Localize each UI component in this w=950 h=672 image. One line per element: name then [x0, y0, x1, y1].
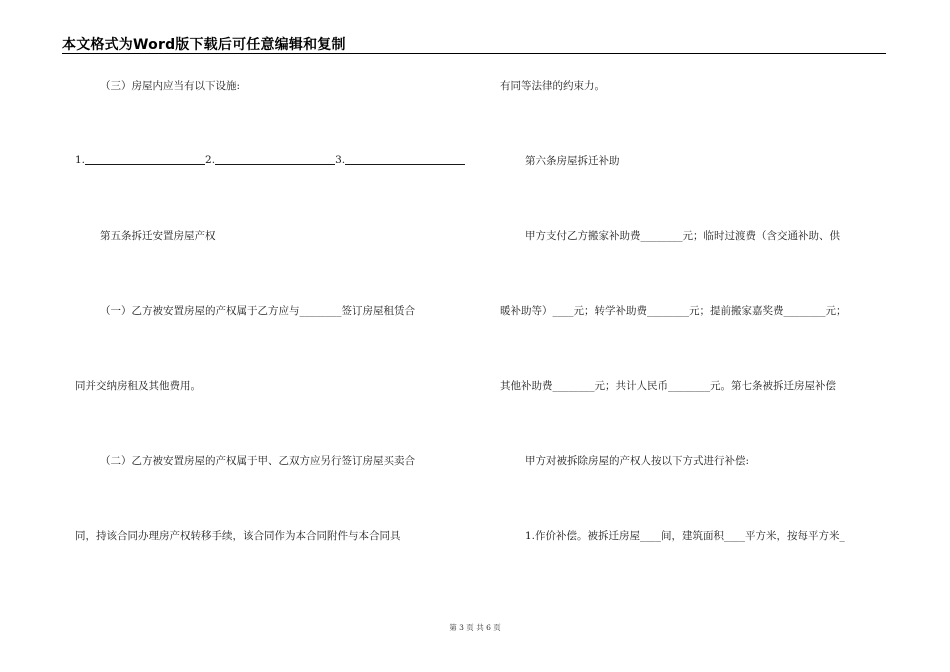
facility-item-1-blank[interactable] — [85, 152, 205, 165]
article5-p2-line2: 同，持该合同办理房产权转移手续，该合同作为本合同附件与本合同具 — [75, 530, 401, 542]
article5-title: 第五条拆迁安置房屋产权 — [100, 230, 216, 242]
facility-item-3-blank[interactable] — [345, 152, 465, 165]
facility-item-2-label: 2. — [205, 154, 216, 166]
header-divider — [62, 53, 886, 54]
article7-item1: 1.作价补偿。被拆迁房屋____间，建筑面积____平方米，按每平方米_ — [525, 530, 845, 542]
facilities-heading: （三）房屋内应当有以下设施: — [100, 80, 241, 92]
page-footer: 第 3 页 共 6 页 — [449, 623, 501, 632]
article6-line1: 甲方支付乙方搬家补助费________元；临时过渡费（含交通补助、供 — [525, 230, 840, 242]
article6-line2: 暖补助等）____元；转学补助费________元；提前搬家嘉奖费________元； — [500, 305, 847, 317]
article6-title: 第六条房屋拆迁补助 — [525, 155, 620, 167]
facility-item-2-blank[interactable] — [215, 152, 335, 165]
article5-continuation: 有同等法律的约束力。 — [500, 80, 605, 92]
article7-intro: 甲方对被拆除房屋的产权人按以下方式进行补偿: — [525, 455, 750, 467]
facility-blanks — [75, 151, 467, 169]
article5-p1-line1: （一）乙方被安置房屋的产权属于乙方应与________签订房屋租赁合 — [100, 305, 415, 317]
facility-item-1-label: 1. — [75, 154, 86, 166]
article5-p1-line2: 同并交纳房租及其他费用。 — [75, 380, 201, 392]
article6-line3: 其他补助费________元；共计人民币________元。第七条被拆迁房屋补偿 — [500, 380, 836, 392]
page-header-title: 本文格式为Word版下载后可任意编辑和复制 — [62, 37, 346, 53]
article5-p2-line1: （二）乙方被安置房屋的产权属于甲、乙双方应另行签订房屋买卖合 — [100, 455, 415, 467]
facility-item-3-label: 3. — [335, 154, 346, 166]
